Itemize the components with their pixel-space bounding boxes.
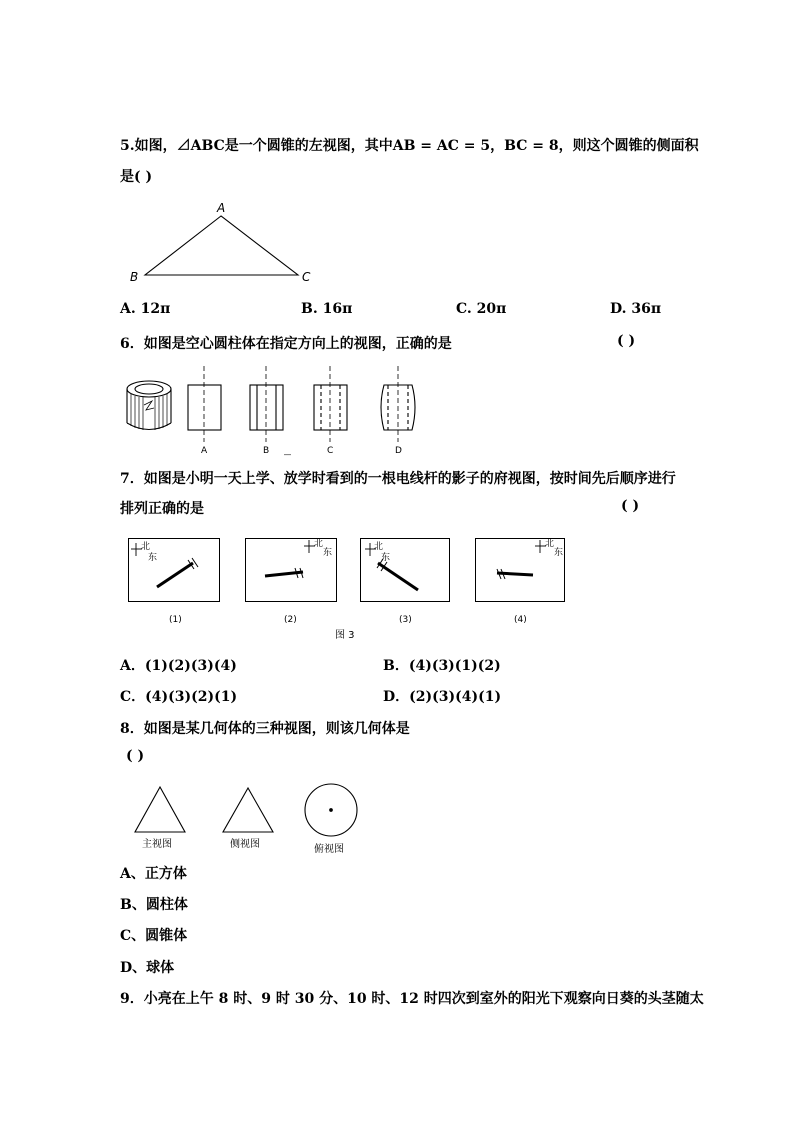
q5-stem-line1: 5.如图，⊿ABC是一个圆锥的左视图，其中AB = AC = 5，BC = 8，则这个圆锥的侧面积 <box>120 138 699 154</box>
q8-label-front: 主视图 <box>142 839 172 850</box>
q8-answer-paren: ( ) <box>126 748 145 764</box>
q7-option-d: D．(2)(3)(4)(1) <box>383 689 502 705</box>
q6-stem: 6．如图是空心圆柱体在指定方向上的视图，正确的是 <box>120 336 452 352</box>
q7-p3-north: 北 <box>374 542 384 552</box>
q7-p2-east: 东 <box>323 548 333 558</box>
q7-option-b: B．(4)(3)(1)(2) <box>383 658 501 674</box>
q5-option-b: B. 16π <box>301 301 353 317</box>
q6-label-d: D <box>395 446 402 456</box>
q7-panel-label-1: (1) <box>169 615 182 625</box>
q8-stem: 8．如图是某几何体的三种视图，则该几何体是 <box>120 721 410 737</box>
q7-answer-paren: ( ) <box>621 498 640 514</box>
side-view-triangle <box>223 788 273 832</box>
front-view-triangle <box>135 787 185 832</box>
q7-p1-east: 东 <box>148 553 158 563</box>
q7-option-a: A．(1)(2)(3)(4) <box>120 658 237 674</box>
q7-option-c: C．(4)(3)(2)(1) <box>120 689 238 705</box>
q8-option-d: D、球体 <box>120 960 175 976</box>
q7-p1-north: 北 <box>141 542 151 552</box>
q8-option-b: B、圆柱体 <box>120 897 188 913</box>
q9-stem-line1: 9．小亮在上午 8 时、9 时 30 分、10 时、12 时四次到室外的阳光下观察向日葵的头茎随太 <box>120 991 704 1007</box>
q5-option-d: D. 36π <box>610 301 662 317</box>
q7-p2-north: 北 <box>314 539 324 549</box>
q7-p3-east: 东 <box>381 553 391 563</box>
q6-label-a: A <box>201 446 208 456</box>
q8-label-top: 俯视图 <box>314 844 344 855</box>
q8-label-side: 侧视图 <box>230 839 260 850</box>
q7-p4-east: 东 <box>554 548 564 558</box>
q7-panel-label-4: (4) <box>514 615 527 625</box>
q5-label-c: C <box>302 270 311 284</box>
q7-panel-label-2: (2) <box>284 615 297 625</box>
q6-answer-paren: ( ) <box>617 333 636 349</box>
q5-option-c: C. 20π <box>456 301 507 317</box>
q7-p4-north: 北 <box>545 539 555 549</box>
q5-stem-line2: 是( ) <box>120 169 153 185</box>
q8-option-c: C、圆锥体 <box>120 928 188 944</box>
q5-label-b: B <box>130 270 139 284</box>
q5-label-a: A <box>217 201 226 215</box>
q6-label-c: C <box>327 446 334 456</box>
q7-stem-line2: 排列正确的是 <box>120 501 204 517</box>
q6-label-b: B <box>263 446 270 456</box>
q5-option-a: A. 12π <box>120 301 171 317</box>
q6-underscore: _ <box>284 440 291 456</box>
q7-stem-line1: 7．如图是小明一天上学、放学时看到的一根电线杆的影子的府视图，按时间先后顺序进行 <box>120 471 676 487</box>
q7-panel-label-3: (3) <box>399 615 412 625</box>
q8-option-a: A、正方体 <box>120 866 187 882</box>
q7-figure-caption: 图 3 <box>335 630 355 641</box>
